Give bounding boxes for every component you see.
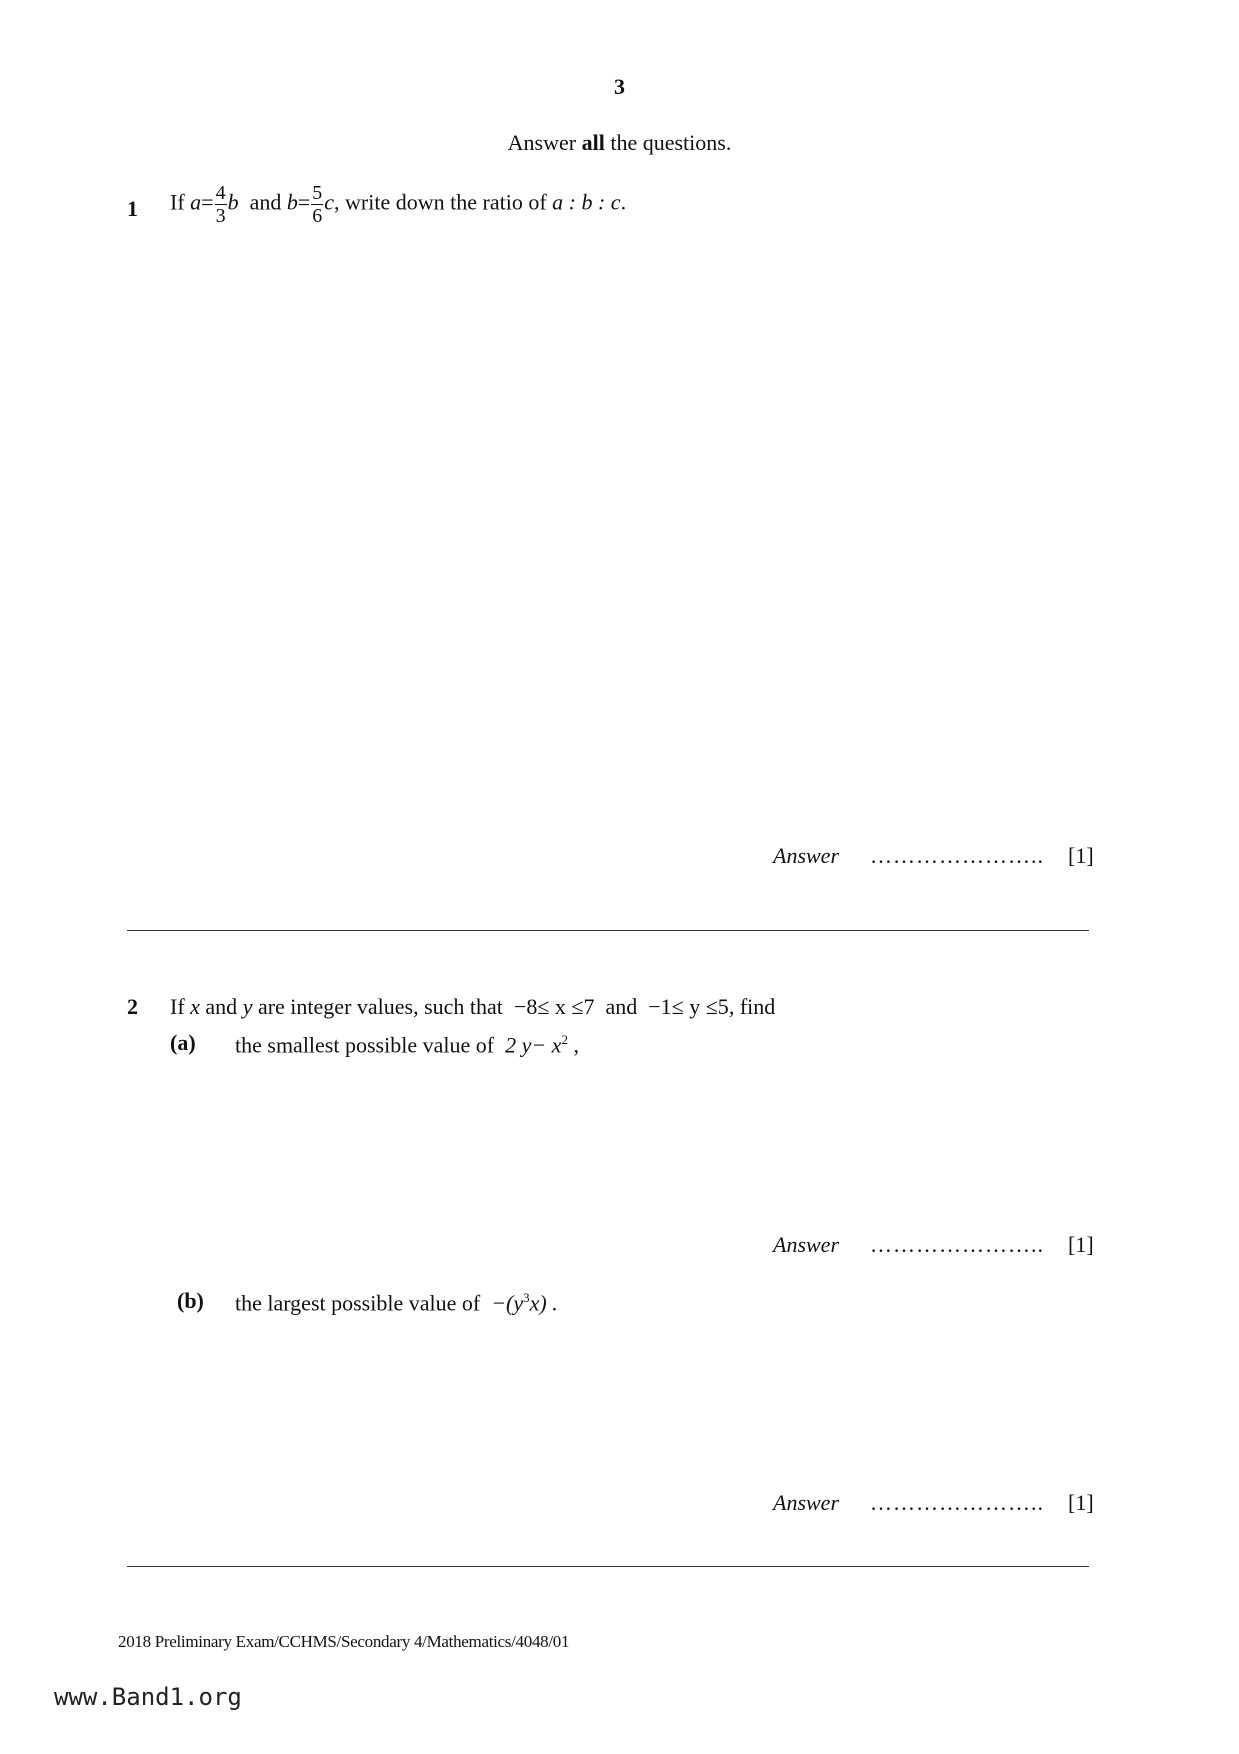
question-2-number: 2 [127,994,138,1019]
q1-fraction-1-den: 3 [215,205,226,227]
q2a-label: (a) [170,1030,196,1055]
q2a-expression-end: , [567,1032,579,1058]
q1-comma: , [334,189,340,215]
q2b-label: (b) [177,1288,204,1313]
q2a-text [235,1032,579,1058]
q1-rest: write down the ratio of [345,189,547,215]
question-1-number: 1 [127,196,138,221]
q1-b-var-2: b [286,189,298,215]
q2b-expression: −(y [491,1290,524,1316]
q2a-answer-label: Answer [773,1232,839,1257]
q1-answer-label: Answer [773,843,839,868]
q1-b-var: b [227,189,239,215]
q2b-answer-label: Answer [773,1490,839,1515]
q2b-mark: [1] [1068,1490,1094,1515]
q1-c-var: c [324,189,335,215]
instructions-prefix: Answer [507,130,582,155]
q2-stem-mid: are integer values, such that [257,994,503,1019]
q1-fraction-2-den: 6 [312,205,323,227]
q1-mark: [1] [1068,843,1094,868]
q1-a-var: a [190,189,202,215]
q2b-answer-blank[interactable]: ………………….. [870,1490,1044,1515]
q1-ratio: a : b : c [552,189,621,215]
divider-1 [127,930,1089,931]
q2a-mark: [1] [1068,1232,1094,1257]
q2-and: and [205,994,238,1019]
q1-fraction-1 [215,182,227,227]
instructions-bold: all [581,130,605,155]
q2-inequality-y: −1≤ y ≤5 [648,994,729,1019]
q2a-expression-exponent: 2 [561,1032,568,1047]
q1-fraction-1-num: 4 [215,182,226,204]
footer: 2018 Preliminary Exam/CCHMS/Secondary 4/Mathematics/4048/01 [118,1632,570,1651]
q2a-question: the smallest possible value of [235,1032,495,1058]
q2-y-var: y [242,994,253,1019]
q2-and-2: and [605,994,638,1019]
q2-if: If [170,994,185,1019]
question-1-text [170,182,626,227]
q2-inequality-x: −8≤ x ≤7 [513,994,595,1019]
divider-2 [127,1566,1089,1567]
q1-answer-blank[interactable]: ………………….. [870,843,1044,868]
question-2-stem [170,994,775,1020]
q1-eq-2: = [297,189,311,215]
watermark: www.Band1.org [54,1683,242,1711]
instructions-suffix: the questions. [604,130,732,155]
q1-if: If [170,189,185,215]
q2b-expression-end: x) . [529,1290,558,1316]
page-number: 3 [614,74,625,99]
q2b-expression-exponent: 3 [523,1290,530,1305]
q2b-question: the largest possible value of [235,1290,481,1316]
q1-fraction-2-num: 5 [312,182,323,204]
q1-fraction-2 [311,182,323,227]
q2a-expression: 2 y− x [505,1032,562,1058]
q1-and: and [249,189,282,215]
q1-eq-1: = [201,189,214,215]
q2-stem-end: , find [728,994,776,1019]
q2a-answer-blank[interactable]: ………………….. [870,1232,1044,1257]
q2-x-var: x [190,994,200,1019]
instructions [0,130,1239,156]
q1-period: . [620,189,627,215]
q2b-text [235,1290,558,1316]
